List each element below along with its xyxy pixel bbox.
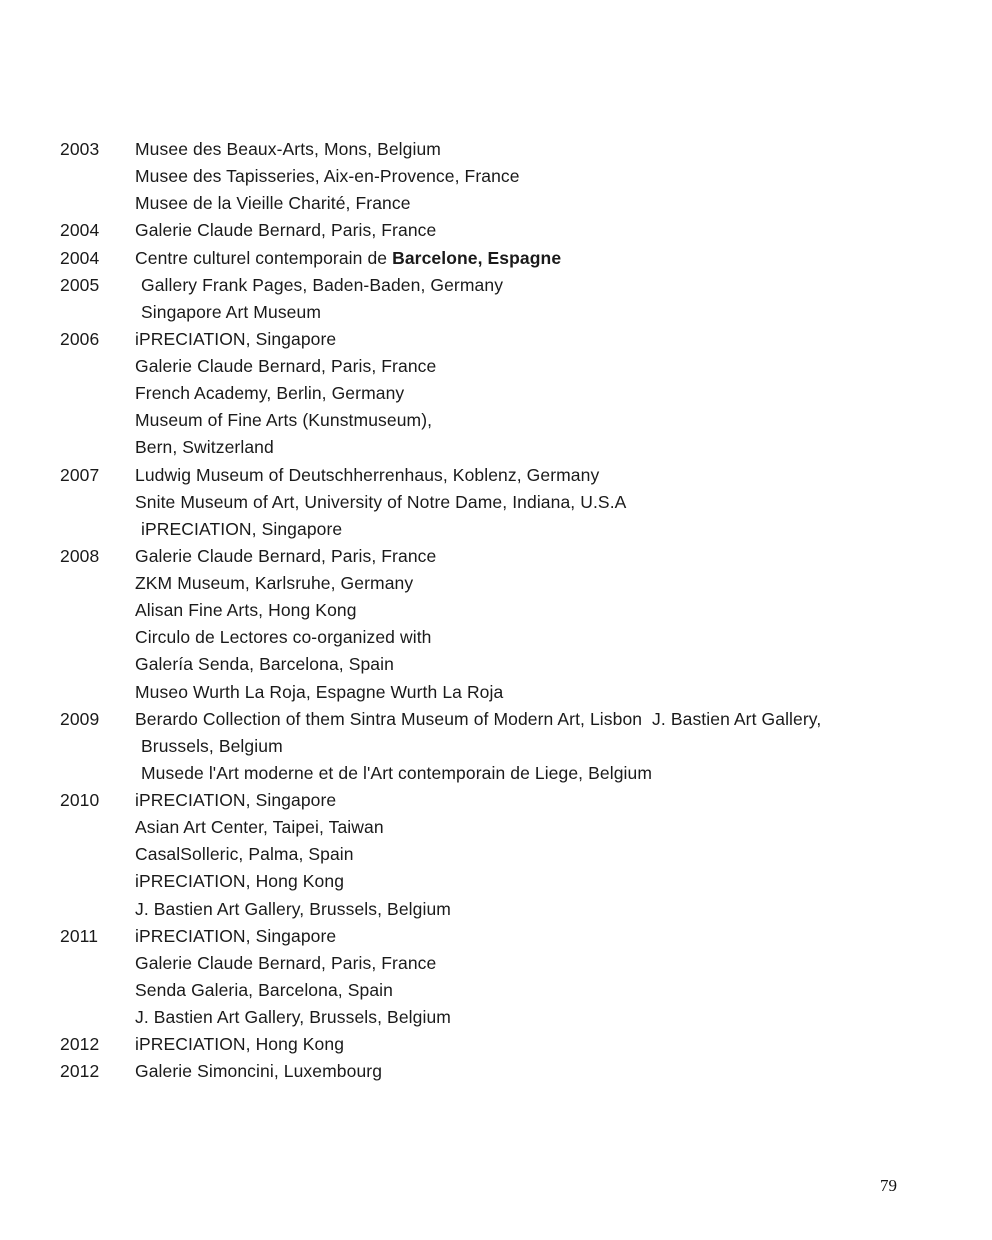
exhibition-row [0,380,992,407]
year-label: 2005 [60,274,100,295]
exhibition-row [0,1058,992,1085]
venue-text: Alisan Fine Arts, Hong Kong [135,600,357,621]
exhibition-row [0,217,992,244]
year-label: 2010 [60,790,100,810]
exhibition-row [0,570,992,597]
exhibition-list [0,136,992,1085]
exhibition-row [0,1031,992,1058]
year-label: 2004 [60,247,100,268]
venue-text: iPRECIATION, Singapore [135,790,337,810]
exhibition-row [0,814,992,841]
year-label: 2012 [60,1061,100,1082]
venue-text: Museo Wurth La Roja, Espagne Wurth La Roja [135,681,504,702]
exhibition-row [0,245,992,272]
venue-text: Galerie Claude Bernard, Paris, France [135,952,437,973]
venue-text: Musee de la Vieille Charité, France [135,193,411,214]
venue-text: Galerie Claude Bernard, Paris, France [135,356,437,376]
exhibition-row [0,896,992,923]
exhibition-row [0,706,992,733]
exhibition-row [0,434,992,461]
exhibition-row [0,733,992,760]
venue-text: Galerie Claude Bernard, Paris, France [135,545,437,566]
venue-text: Museum of Fine Arts (Kunstmuseum), [135,410,433,431]
year-label: 2003 [60,139,100,159]
venue-text: Galerie Claude Bernard, Paris, France [135,220,437,241]
venue-text: Senda Galeria, Barcelona, Spain [135,979,393,1000]
exhibition-row [0,516,992,543]
venue-text-bold: Barcelone, Espagne [392,247,562,268]
year-label: 2007 [60,464,100,485]
year-label: 2004 [60,220,100,241]
page-number: 79 [880,1176,897,1195]
exhibition-row [0,787,992,814]
venue-text: iPRECIATION, Singapore [135,925,337,946]
exhibition-row [0,868,992,895]
venue-text: iPRECIATION, Singapore [135,328,337,349]
exhibition-row [0,841,992,868]
exhibition-row [0,543,992,570]
venue-text: Circulo de Lectores co-organized with [135,627,432,648]
exhibition-row [0,163,992,190]
exhibition-row [0,190,992,217]
venue-text: Galerie Simoncini, Luxembourg [135,1061,383,1082]
venue-text: Bern, Switzerland [135,437,274,458]
exhibition-row [0,760,992,787]
venue-text: Singapore Art Museum [141,301,322,322]
venue-text: Centre culturel contemporain de [135,247,393,268]
exhibition-row [0,597,992,624]
venue-text: Snite Museum of Art, University of Notre Dame, Indiana, U.S.A [135,491,627,512]
exhibition-row [0,950,992,977]
exhibition-row [0,136,992,163]
venue-text: Musede l'Art moderne et de l'Art contemporain de Liege, Belgium [141,762,653,783]
exhibition-row [0,489,992,516]
year-label: 2006 [60,328,100,349]
year-label: 2011 [60,925,99,946]
exhibition-row [0,407,992,434]
exhibition-row [0,299,992,326]
venue-text: Asian Art Center, Taipei, Taiwan [135,817,384,838]
year-label: 2008 [60,545,100,566]
venue-text: J. Bastien Art Gallery, Brussels, Belgium [135,1007,451,1027]
exhibition-row [0,977,992,1004]
exhibition-row [0,353,992,380]
year-label: 2012 [60,1034,100,1055]
venue-text: ZKM Museum, Karlsruhe, Germany [135,573,414,593]
venue-text: Musee des Beaux-Arts, Mons, Belgium [135,139,441,159]
venue-text: Gallery Frank Pages, Baden-Baden, Germany [141,274,504,295]
venue-text: Galería Senda, Barcelona, Spain [135,654,394,675]
venue-text: Brussels, Belgium [141,735,283,756]
venue-text: Ludwig Museum of Deutschherrenhaus, Koblenz, Germany [135,464,600,485]
venue-text: French Academy, Berlin, Germany [135,383,405,404]
exhibition-row [0,326,992,353]
exhibition-row [0,1004,992,1031]
venue-text: Musee des Tapisseries, Aix-en-Provence, France [135,166,520,187]
exhibition-row [0,651,992,678]
venue-text: iPRECIATION, Singapore [141,518,343,539]
exhibition-row [0,272,992,299]
venue-text: J. Bastien Art Gallery, Brussels, Belgium [135,898,451,919]
exhibition-row [0,923,992,950]
venue-text: CasalSolleric, Palma, Spain [135,844,354,865]
venue-text: iPRECIATION, Hong Kong [135,1034,345,1055]
exhibition-row [0,462,992,489]
venue-text: Berardo Collection of them Sintra Museum of Modern Art, Lisbon J. Bastien Art Gallery, [135,708,822,729]
venue-text: iPRECIATION, Hong Kong [135,871,345,892]
exhibition-row [0,624,992,651]
exhibition-row [0,679,992,706]
year-label: 2009 [60,708,100,729]
